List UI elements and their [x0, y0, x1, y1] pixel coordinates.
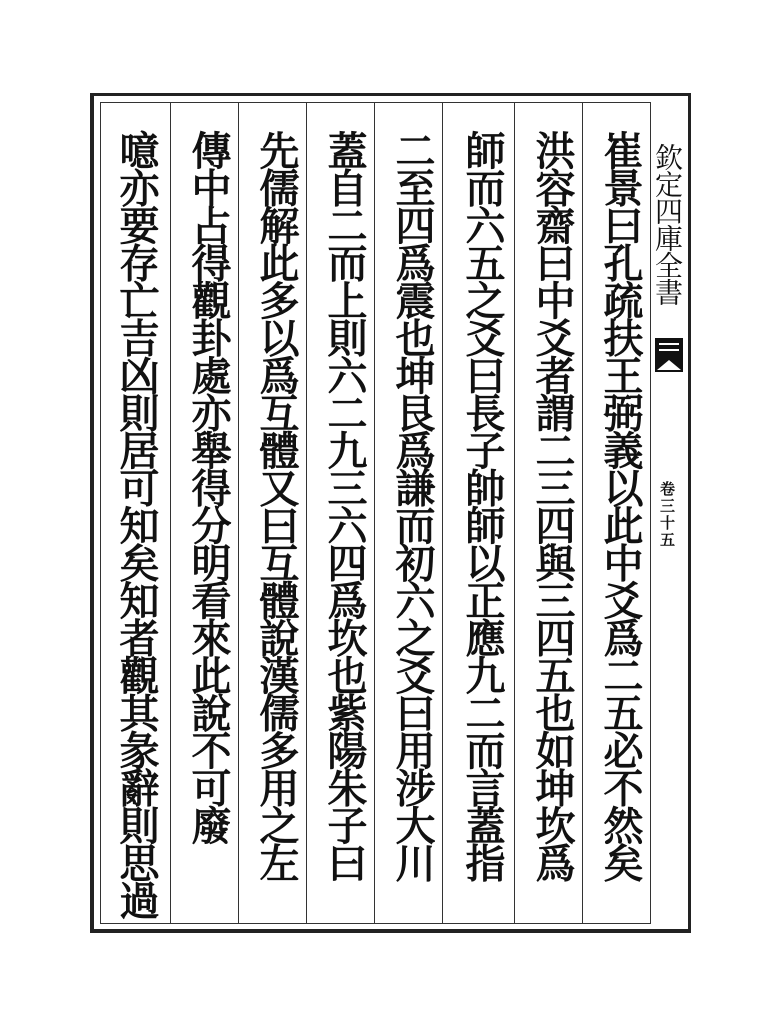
column-rule	[514, 102, 515, 924]
column-rule	[442, 102, 443, 924]
text-column-1: 崔景曰孔疏扶王弼義以此中爻爲二五必不然矣	[597, 130, 644, 880]
juan-number: 卷三十五	[658, 481, 676, 549]
text-column-2: 洪容齋曰中爻者謂二三四與三四五也如坤坎爲	[529, 130, 576, 880]
page-border-right	[688, 93, 691, 933]
column-rule	[374, 102, 375, 924]
column-rule	[170, 102, 171, 924]
text-column-7: 傳中占得觀卦處亦舉得分明看來此說不可廢	[185, 130, 232, 843]
column-rule	[238, 102, 239, 924]
fish-tail-mark-icon	[654, 336, 684, 374]
text-column-5: 蓋自二而上則六二九三六四爲坎也紫陽朱子曰	[321, 130, 368, 880]
text-column-8: 噫亦要存亡吉凶則居可知矣知者觀其彖辭則思過	[113, 130, 160, 918]
text-column-4: 二至四爲震也坤艮爲謙而初六之爻曰用涉大川	[389, 130, 436, 880]
book-title: 欽定四庫全書	[651, 143, 684, 305]
column-rule	[306, 102, 307, 924]
column-rule	[582, 102, 583, 924]
text-column-6: 先儒解此多以爲互體又曰互體說漢儒多用之左	[253, 130, 300, 880]
text-column-3: 師而六五之爻曰長子帥師以正應九二而言蓋指	[459, 130, 506, 880]
